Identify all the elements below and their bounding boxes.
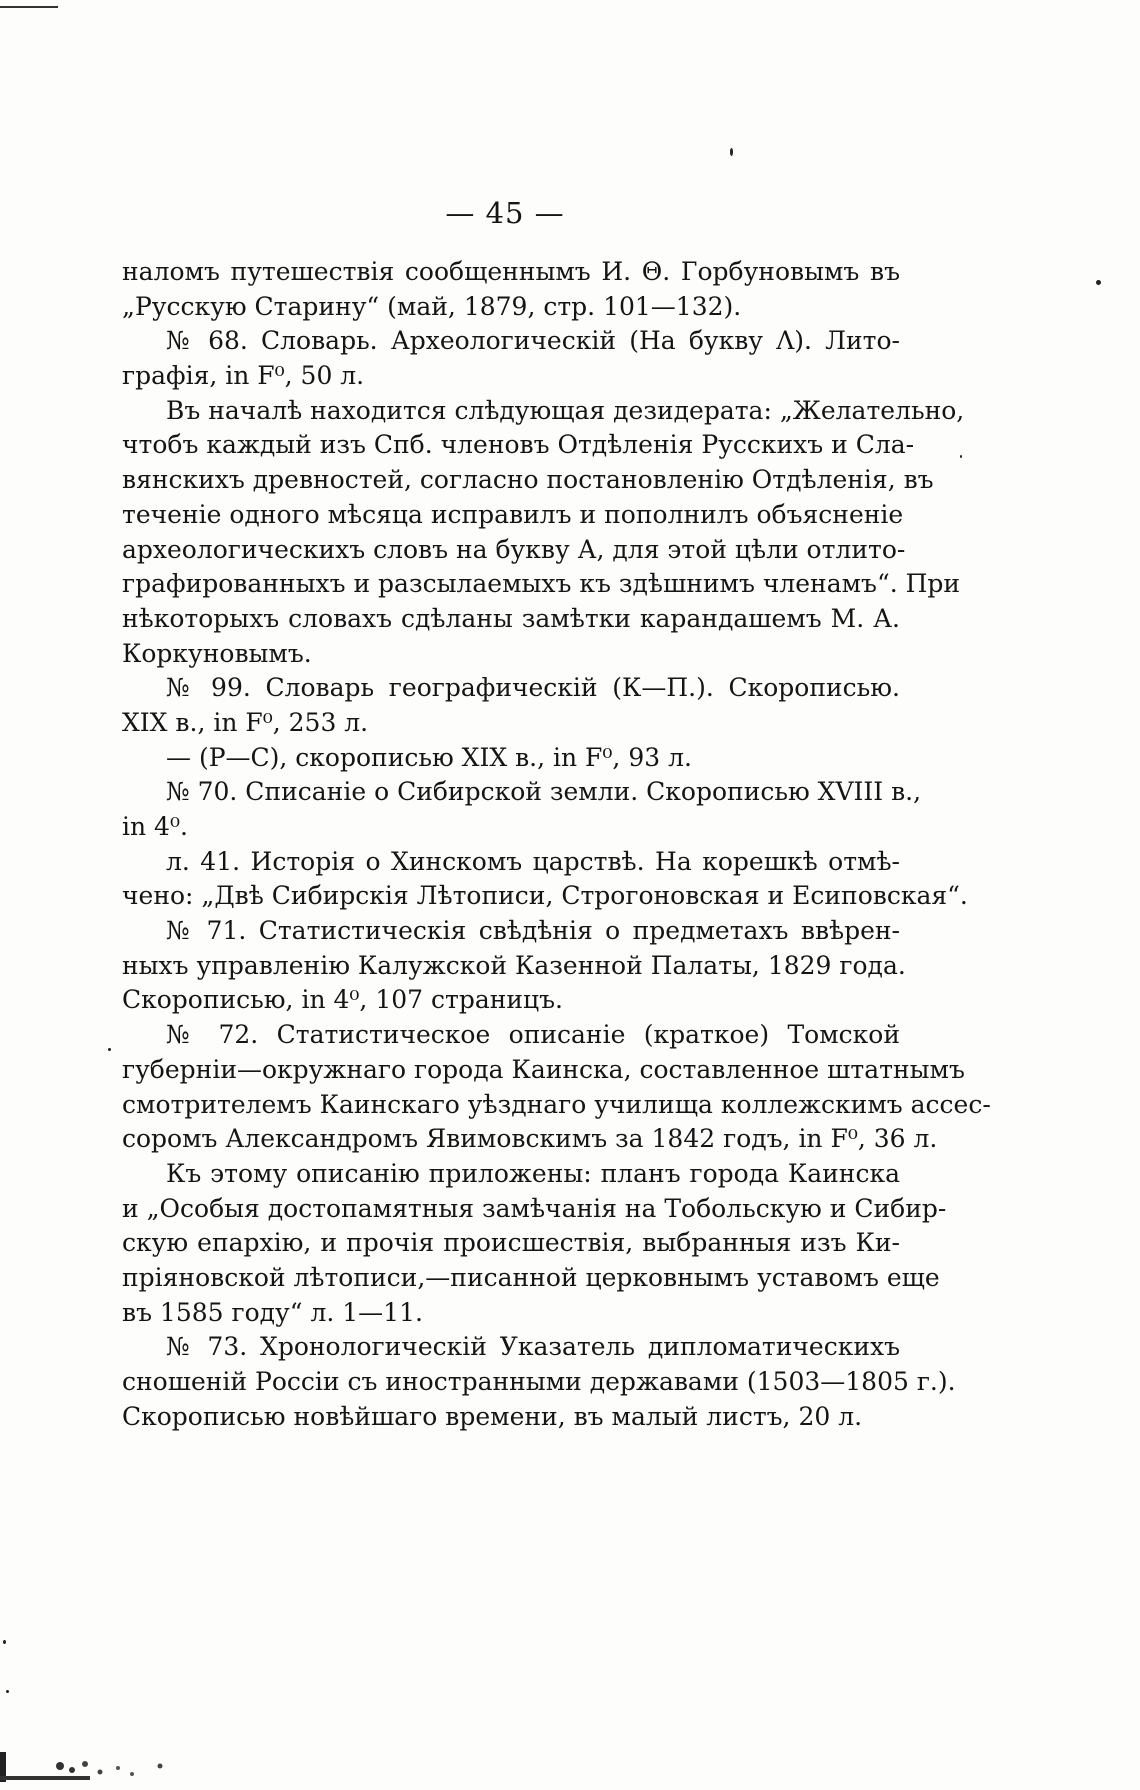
entry-heading-72: № 72. Статистическое описаніе (краткое) Томской xyxy=(166,1020,900,1050)
text-line: и „Особыя достопамятныя замѣчанія на Тобольскую и Сибир- xyxy=(122,1193,947,1223)
text-line: Въ началѣ находится слѣдующая дезидерата: „Желательно, xyxy=(166,395,965,425)
text-line: пріяновской лѣтописи,—писанной церковнымъ уставомъ еще xyxy=(122,1262,940,1292)
text-line: соромъ Александромъ Явимовскимъ за 1842 годъ, in F⁰, 36 л. xyxy=(122,1124,938,1154)
text-line: вянскихъ древностей, согласно постановленію Отдѣленія, въ xyxy=(122,465,934,495)
text-line: губерніи—окружнаго города Каинска, составленное штатнымъ xyxy=(122,1054,965,1084)
text-line: графированныхъ и разсылаемыхъ къ здѣшнимъ членамъ“. При xyxy=(122,569,961,599)
text-line: — (Р—С), скорописью XIX в., in F⁰, 93 л. xyxy=(166,742,692,772)
entry-heading-73: № 73. Хронологическій Указатель дипломатическихъ xyxy=(166,1332,900,1362)
text-line: смотрителемъ Каинскаго уѣзднаго училища коллежскимъ ассес- xyxy=(122,1089,991,1119)
text-line: археологическихъ словъ на букву А, для этой цѣли отлито- xyxy=(122,534,906,564)
text-line: Скорописью, in 4⁰, 107 страницъ. xyxy=(122,985,563,1015)
scan-speck xyxy=(6,1690,9,1693)
entry-heading-99: № 99. Словарь географическій (К—П.). Скорописью. xyxy=(166,673,900,703)
page-number: — 45 — xyxy=(445,196,565,230)
text-line: графія, in F⁰, 50 л. xyxy=(122,361,365,391)
text-line: XIX в., in F⁰, 253 л. xyxy=(122,707,369,737)
text-line: чено: „Двѣ Сибирскія Лѣтописи, Строгоновская и Есиповская“. xyxy=(122,881,968,911)
text-line: Скорописью новѣйшаго времени, въ малый листъ, 20 л. xyxy=(122,1401,863,1431)
entry-heading-68: № 68. Словарь. Археологическій (На букву Λ). Лито- xyxy=(166,326,900,356)
text-line: скую епархію, и прочія происшествія, выбранныя изъ Ки- xyxy=(122,1228,900,1258)
text-line: теченіе одного мѣсяца исправилъ и пополнилъ объясненіе xyxy=(122,499,904,529)
text-line: наломъ путешествія сообщеннымъ И. Θ. Горбуновымъ въ xyxy=(122,257,900,286)
entry-heading-71: № 71. Статистическія свѣдѣнія о предметахъ ввѣрен- xyxy=(166,916,900,946)
scan-speck xyxy=(108,1048,111,1051)
entry-heading-70: № 70. Списаніе о Сибирской земли. Скорописью XVIII в., xyxy=(166,777,922,807)
scan-speck xyxy=(1096,280,1101,285)
scan-corner-smudge xyxy=(0,1752,170,1782)
text-line: л. 41. Исторія о Хинскомъ царствѣ. На корешкѣ отмѣ- xyxy=(166,846,900,876)
body-text xyxy=(122,255,991,1434)
text-line: Къ этому описанію приложены: планъ города Каинска xyxy=(166,1158,900,1188)
text-line: Коркуновымъ. xyxy=(122,638,312,668)
text-line: въ 1585 году“ л. 1—11. xyxy=(122,1297,423,1327)
text-line: „Русскую Старину“ (май, 1879, стр. 101—132). xyxy=(122,291,742,321)
text-line: чтобъ каждый изъ Спб. членовъ Отдѣленія Русскихъ и Сла- xyxy=(122,430,915,460)
text-line: in 4⁰. xyxy=(122,812,188,841)
scan-speck xyxy=(3,1640,6,1644)
top-edge-rule xyxy=(0,6,58,8)
scan-speck xyxy=(960,455,962,458)
text-line: ныхъ управленію Калужской Казенной Палаты, 1829 года. xyxy=(122,950,906,980)
text-line: сношеній Россіи съ иностранными державами (1503—1805 г.). xyxy=(122,1367,956,1396)
scan-speck xyxy=(730,148,733,156)
text-line: нѣкоторыхъ словахъ сдѣланы замѣтки карандашемъ М. А. xyxy=(122,603,900,633)
